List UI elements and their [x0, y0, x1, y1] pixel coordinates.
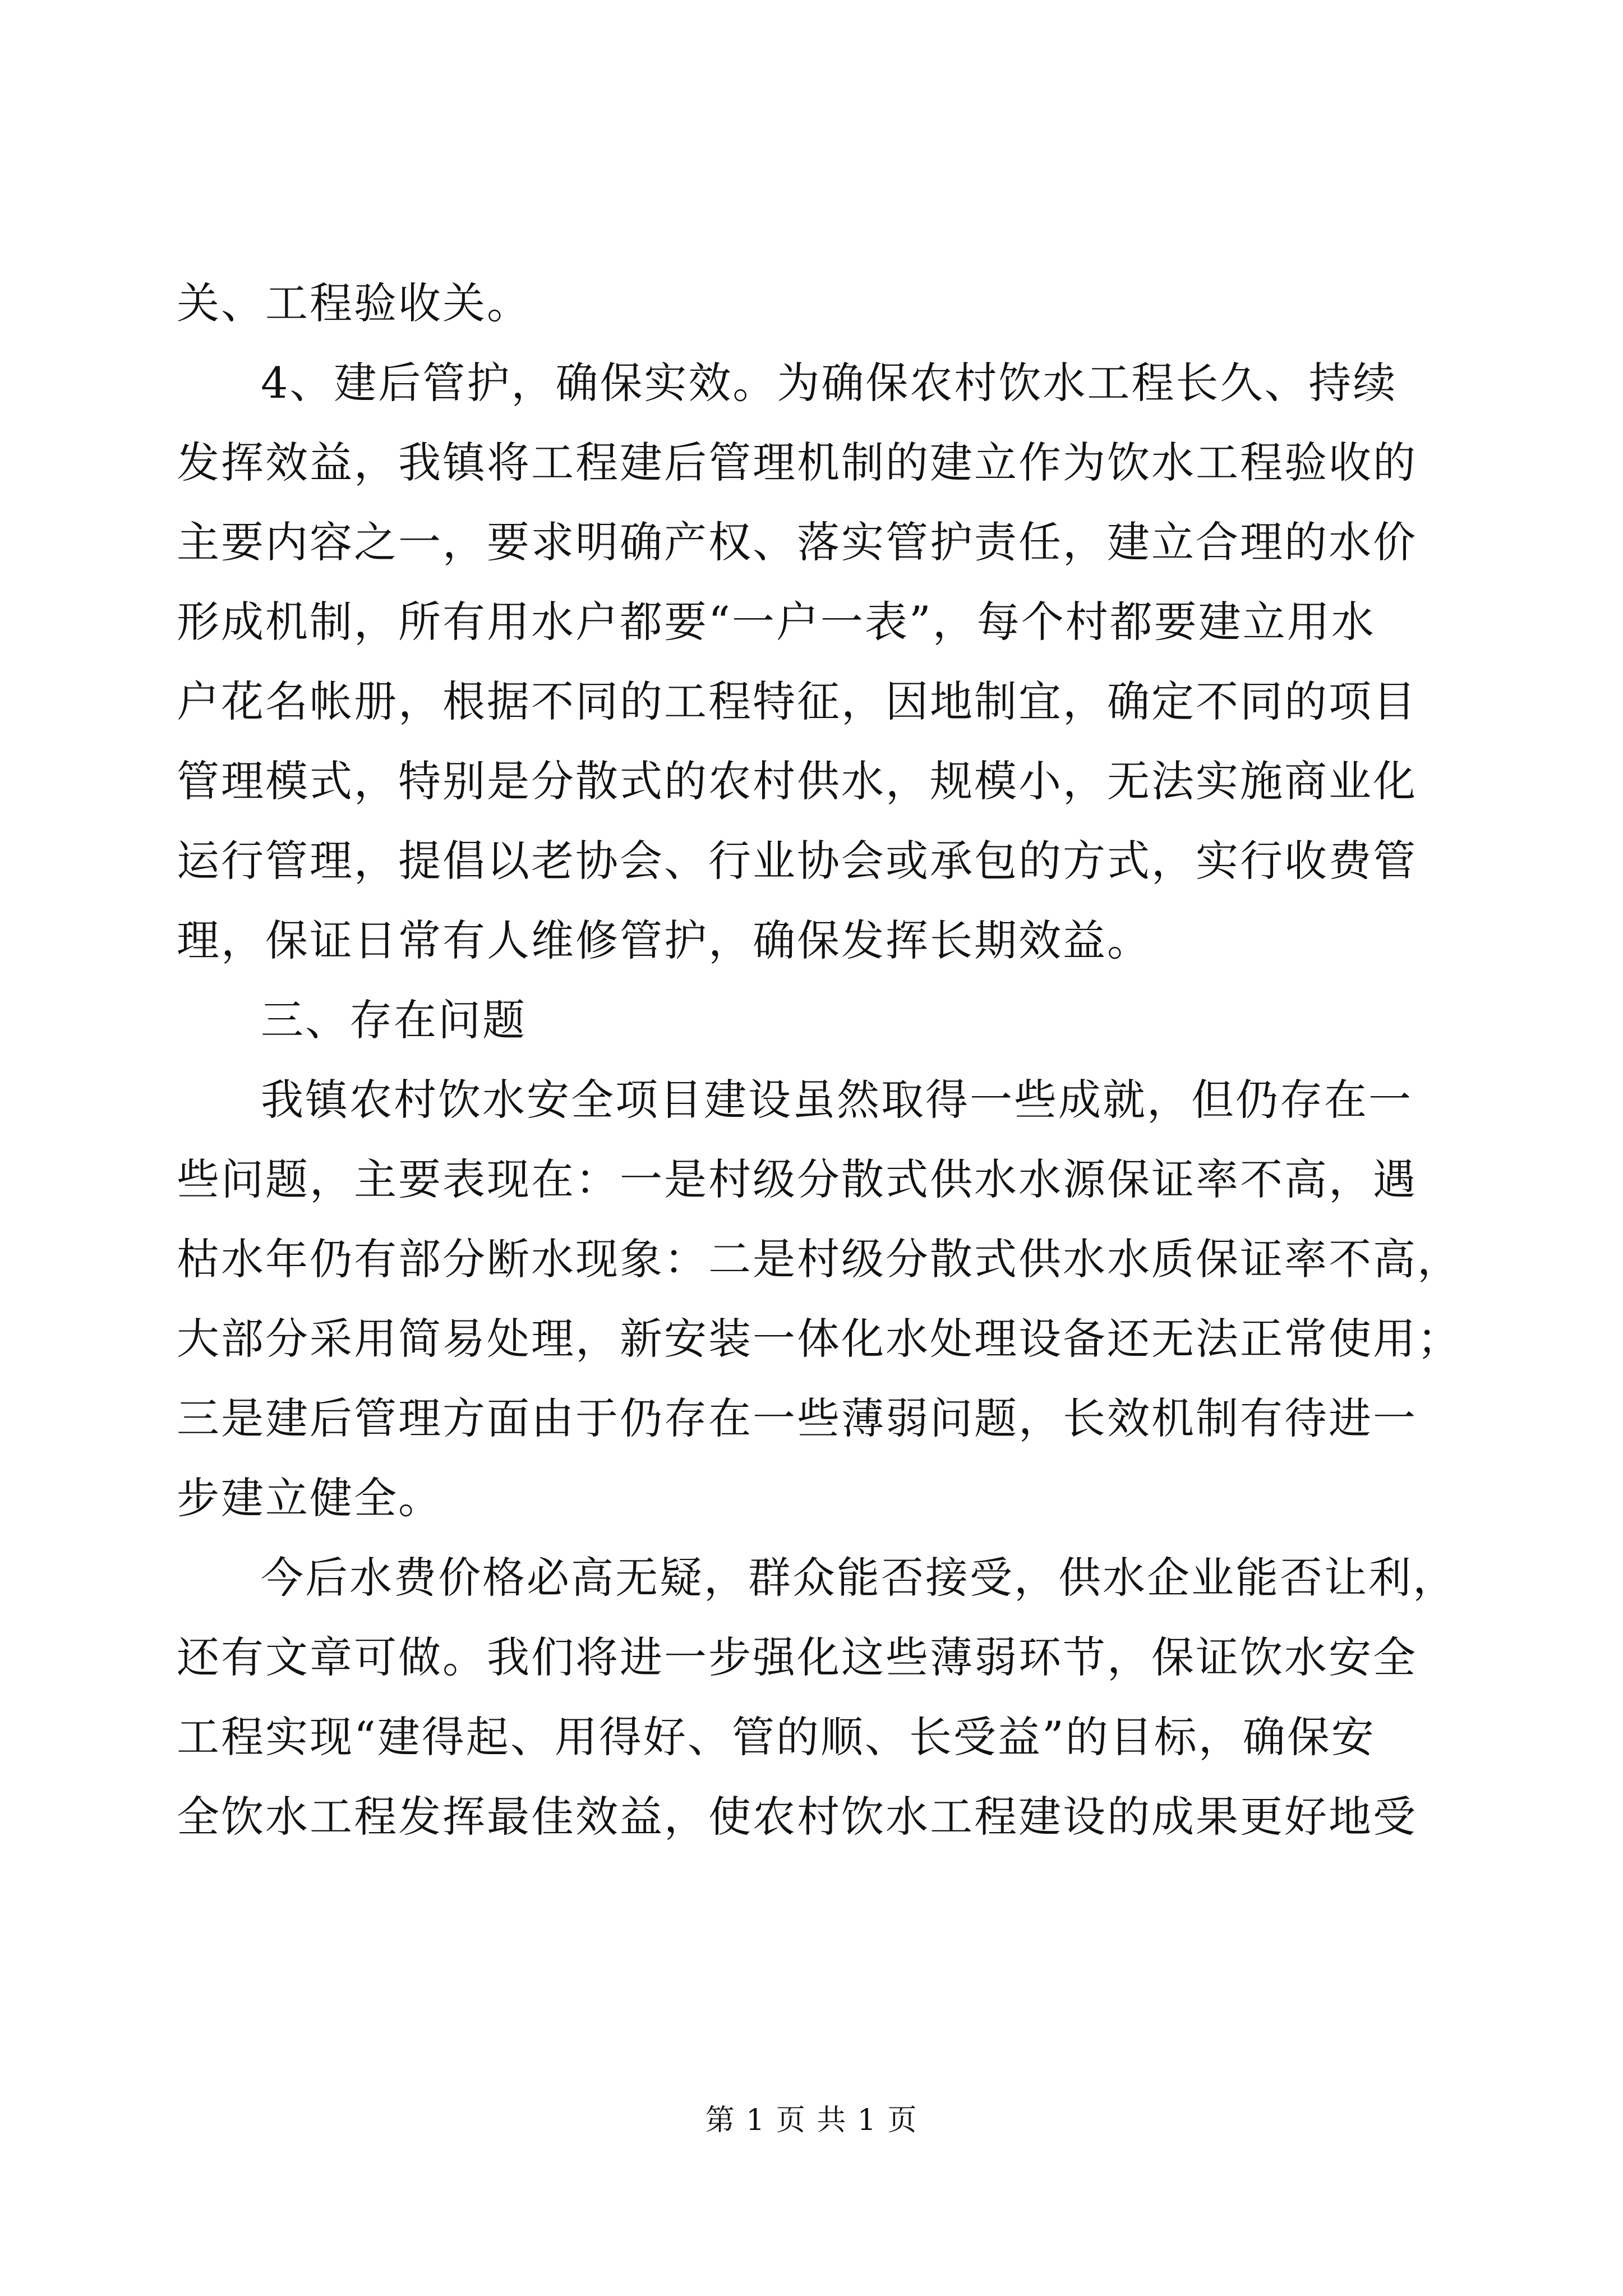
document-body [177, 264, 1461, 1857]
text-line-7: 管理模式，特别是分散式的农村供水，规模小，无法实施商业化 [177, 756, 1417, 806]
text-line-17: 今后水费价格必高无疑，群众能否接受，供水企业能否让利， [261, 1553, 1457, 1603]
text-line-19: 工程实现“建得起、用得好、管的顺、长受益”的目标，确保安 [177, 1712, 1376, 1762]
text-line-2: 4、建后管护，确保实效。为确保农村饮水工程长久、持续 [261, 358, 1398, 408]
text-line-14: 大部分采用简易处理，新安装一体化水处理设备还无法正常使用； [177, 1314, 1461, 1364]
text-line-6: 户花名帐册，根据不同的工程特征，因地制宜，确定不同的项目 [177, 677, 1417, 726]
page-number-footer: 第 1 页 共 1 页 [705, 2104, 918, 2137]
text-line-11: 我镇农村饮水安全项目建设虽然取得一些成就，但仍存在一 [261, 1075, 1413, 1125]
text-line-3: 发挥效益，我镇将工程建后管理机制的建立作为饮水工程验收的 [177, 438, 1417, 487]
text-line-9: 理，保证日常有人维修管护，确保发挥长期效益。 [177, 915, 1151, 965]
text-line-8: 运行管理，提倡以老协会、行业协会或承包的方式，实行收费管 [177, 836, 1417, 886]
text-line-18: 还有文章可做。我们将进一步强化这些薄弱环节，保证饮水安全 [177, 1632, 1417, 1682]
text-line-1: 关、工程验收关。 [177, 278, 531, 328]
text-line-5: 形成机制，所有用水户都要“一户一表”，每个村都要建立用水 [177, 597, 1376, 647]
text-line-12: 些问题，主要表现在：一是村级分散式供水水源保证率不高，遇 [177, 1154, 1417, 1204]
text-line-15: 三是建后管理方面由于仍存在一些薄弱问题，长效机制有待进一 [177, 1393, 1417, 1443]
text-line-20: 全饮水工程发挥最佳效益，使农村饮水工程建设的成果更好地受 [177, 1792, 1417, 1842]
text-line-4: 主要内容之一，要求明确产权、落实管护责任，建立合理的水价 [177, 517, 1417, 567]
text-line-13: 枯水年仍有部分断水现象：二是村级分散式供水水质保证率不高， [177, 1234, 1461, 1284]
section-heading: 三、存在问题 [261, 995, 527, 1045]
text-line-16: 步建立健全。 [177, 1473, 442, 1523]
